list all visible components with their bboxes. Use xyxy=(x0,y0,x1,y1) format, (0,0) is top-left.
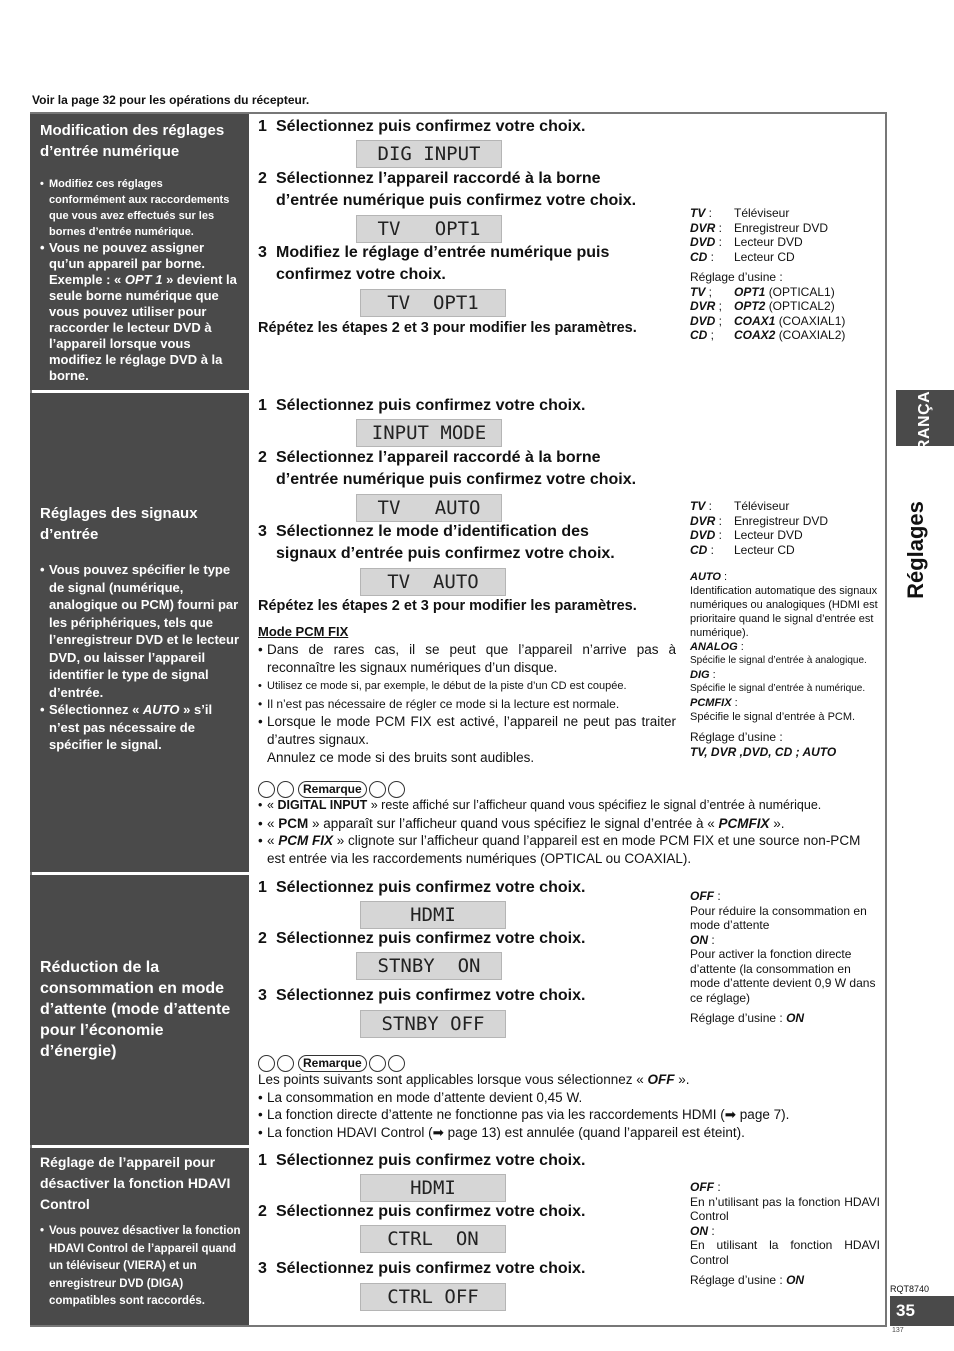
lcd-display xyxy=(360,568,506,596)
lcd-text: INPUT MODE xyxy=(371,422,487,444)
remark-notes xyxy=(258,1071,880,1141)
tiny-code: 137 xyxy=(892,1327,904,1334)
section-title: Réduction de la consommation en mode d’attente (mode d’attente pour l’économie d’énergie) xyxy=(40,959,231,1060)
section-title: Réglages des signaux d’entrée xyxy=(40,505,198,543)
pcm-note: Annulez ce mode si des bruits sont audibles. xyxy=(267,750,535,765)
page-number: 35 xyxy=(890,1296,954,1326)
lcd-display xyxy=(356,215,502,243)
circle-icon xyxy=(388,1055,405,1072)
section-sidebar xyxy=(30,114,249,390)
lcd-text: HDMI xyxy=(410,904,456,926)
section-sidebar xyxy=(30,393,249,872)
language-tab: FRANÇAIS xyxy=(896,390,954,446)
remark-header xyxy=(258,1053,407,1073)
bullet: • Lorsque le mode PCM FIX est activé, l’appareil ne peut pas traiter d’autres signaux. xyxy=(258,713,676,749)
circle-icon xyxy=(277,781,294,798)
step-3: 3 Sélectionnez puis confirmez votre choix. xyxy=(258,987,586,1004)
lcd-text: TV OPT1 xyxy=(387,292,479,314)
step-1: 1 Sélectionnez puis confirmez votre choix. xyxy=(258,397,586,414)
lcd-text: STNBY ON xyxy=(377,955,481,977)
lcd-display xyxy=(360,1225,506,1253)
circle-icon xyxy=(369,1055,386,1072)
device-legend: TV : Téléviseur DVR : Enregistreur DVD DVD : Lecteur DVD CD : Lecteur CD xyxy=(690,499,829,557)
option-legend: OFF : En n’utilisant pas la fonction HDAVI Control ON : En utilisant la fonction HDAVI Control Réglage d’usine : ON xyxy=(690,1180,880,1287)
step-2: 2 Sélectionnez l’appareil raccordé à la borne d’entrée numérique puis confirmez votre choix. xyxy=(258,170,637,209)
remark-notes xyxy=(258,797,880,867)
note-intro: Les points suivants sont applicables lorsque vous sélectionnez « OFF ». xyxy=(258,1072,690,1087)
section-title: Réglage de l’appareil pour désactiver la fonction HDAVI Control xyxy=(40,1154,231,1212)
circle-icon xyxy=(369,781,386,798)
section-standby xyxy=(30,875,887,1145)
lcd-display xyxy=(356,952,502,980)
repeat-instruction: Répétez les étapes 2 et 3 pour modifier les paramètres. xyxy=(258,598,637,614)
step-3: 3 Modifiez le réglage d’entrée numérique puis confirmez votre choix. xyxy=(258,244,610,283)
lcd-text: TV AUTO xyxy=(387,571,479,593)
section-input-signals xyxy=(30,393,887,872)
note: • « DIGITAL INPUT » reste affiché sur l’afficheur quand vous spécifiez le signal d’entrée à numérique. xyxy=(258,797,880,815)
bullet: • Sélectionnez « AUTO » s’il n’est pas nécessaire de spécifier le signal. xyxy=(40,701,241,754)
note: • La fonction directe d’attente ne fonctionne pas via les raccordements HDMI (➡ page 7). xyxy=(258,1106,880,1124)
option-legend: OFF : Pour réduire la consommation en mode d’attente ON : Pour activer la fonction directe d’attente (la consommation en mode d’attente devient 0,9 W dans ce réglage) Réglage d’usine : ON xyxy=(690,889,876,1025)
note: • « PCM » apparaît sur l’afficheur quand vous spécifiez le signal d’entrée à « PCMFIX ». xyxy=(258,815,880,833)
bullet: • Vous ne pouvez assigner qu’un appareil par borne. Exemple : « OPT 1 » devient la seule borne numérique que vous pouvez utiliser pour raccorder le lecteur DVD à l’appareil lorsque vous modifiez le réglage DVD à la borne. xyxy=(40,240,241,384)
lcd-text: STNBY OFF xyxy=(381,1013,485,1035)
bullet: • Dans de rares cas, il se peut que l’appareil n’arrive pas à reconnaître les signaux numériques d’un disque. xyxy=(258,641,676,677)
section-digital-input xyxy=(30,114,887,390)
lcd-text: TV OPT1 xyxy=(377,218,481,240)
factory-label: Réglage d’usine : xyxy=(690,270,783,284)
section-sidebar xyxy=(30,875,249,1145)
step-2: 2 Sélectionnez l’appareil raccordé à la borne d’entrée numérique puis confirmez votre choix. xyxy=(258,449,637,488)
circle-icon xyxy=(258,1055,275,1072)
step-3: 3 Sélectionnez puis confirmez votre choix. xyxy=(258,1260,586,1277)
remark-header xyxy=(258,779,407,799)
circle-icon xyxy=(258,781,275,798)
lcd-display xyxy=(360,1283,506,1311)
pcm-fix-block xyxy=(258,623,676,767)
step-1: 1 Sélectionnez puis confirmez votre choix. xyxy=(258,879,586,896)
section-sidebar xyxy=(30,1148,249,1325)
device-legend: TV : Téléviseur DVR : Enregistreur DVD DVD : Lecteur DVD CD : Lecteur CD Réglage d’usine : TV ; OPT1 (OPTICAL1) DVR ; OPT2 (OPTICAL2) DVD ; COAX1 (COAXIAL1) CD ; COAX2 (COAXIAL2) xyxy=(690,206,846,342)
bullet: • Vous pouvez désactiver la fonction HDAVI Control de l’appareil quand un téléviseur (VIERA) et un enregistreur DVD (DIGA) compatibles sont raccordés. xyxy=(40,1223,241,1311)
top-note: Voir la page 32 pour les opérations du récepteur. xyxy=(32,93,310,107)
note: • La fonction HDAVI Control (➡ page 13) est annulée (quand l’appareil est éteint). xyxy=(258,1124,880,1142)
step-1: 1 Sélectionnez puis confirmez votre choix. xyxy=(258,118,586,135)
bullet: • Utilisez ce mode si, par exemple, le début de la piste d’un CD est coupée. xyxy=(258,677,676,695)
bullet: • Modifiez ces réglages conformément aux raccordements que vous avez effectués sur les bornes d’entrée numérique. xyxy=(40,176,241,240)
lcd-text: TV AUTO xyxy=(377,497,481,519)
note: • La consommation en mode d’attente devient 0,45 W. xyxy=(258,1089,880,1107)
lcd-display xyxy=(360,1010,506,1038)
lcd-display xyxy=(356,419,502,447)
remark-label: Remarque xyxy=(298,1055,367,1072)
bullet: • Il n’est pas nécessaire de régler ce mode si la lecture est normale. xyxy=(258,695,676,713)
lcd-display xyxy=(360,901,506,929)
mode-legend: AUTO : Identification automatique des signaux numériques ou analogiques (HDMI est prioritaire quand le signal d’entrée est numérique). ANALOG : Spécifie le signal d’entrée à analogique. DIG : Spécifie le signal d’entrée à numérique. PCMFIX : Spécifie le signal d’entrée à PCM. Réglage d’usine : TV, DVR ,DVD, CD ; AUTO xyxy=(690,571,878,759)
step-2: 2 Sélectionnez puis confirmez votre choix. xyxy=(258,930,586,947)
lcd-text: CTRL OFF xyxy=(387,1286,479,1308)
note: • « PCM FIX » clignote sur l’afficheur quand l’appareil est en mode PCM FIX et une source non-PCM est entrée via les raccordements numériques (OPTICAL ou COAXIAL). xyxy=(258,832,880,867)
section-hdavi-control xyxy=(30,1148,887,1325)
step-1: 1 Sélectionnez puis confirmez votre choix. xyxy=(258,1152,586,1169)
lcd-display xyxy=(356,494,502,522)
step-2: 2 Sélectionnez puis confirmez votre choix. xyxy=(258,1203,586,1220)
doc-code: RQT8740 xyxy=(890,1284,930,1294)
bullet: • Vous pouvez spécifier le type de signal (numérique, analogique ou PCM) fourni par les périphériques, tels que l’enregistreur DVD et le lecteur DVD, ou laisser l’appareil identifier le type de signal d’entrée. xyxy=(40,561,241,701)
lcd-display xyxy=(360,1174,506,1202)
lcd-text: DIG INPUT xyxy=(377,143,481,165)
lcd-text: HDMI xyxy=(410,1177,456,1199)
section-tab: Réglages xyxy=(903,501,928,599)
circle-icon xyxy=(277,1055,294,1072)
remark-label: Remarque xyxy=(298,781,367,798)
lcd-text: CTRL ON xyxy=(387,1228,479,1250)
section-title: Modification des réglages d’entrée numérique xyxy=(40,122,225,160)
lcd-display xyxy=(356,140,502,168)
circle-icon xyxy=(388,781,405,798)
pcm-fix-title: Mode PCM FIX xyxy=(258,624,349,639)
repeat-instruction: Répétez les étapes 2 et 3 pour modifier les paramètres. xyxy=(258,320,637,336)
lcd-display xyxy=(360,289,506,317)
step-3: 3 Sélectionnez le mode d’identification des signaux d’entrée puis confirmez votre choix. xyxy=(258,523,615,562)
